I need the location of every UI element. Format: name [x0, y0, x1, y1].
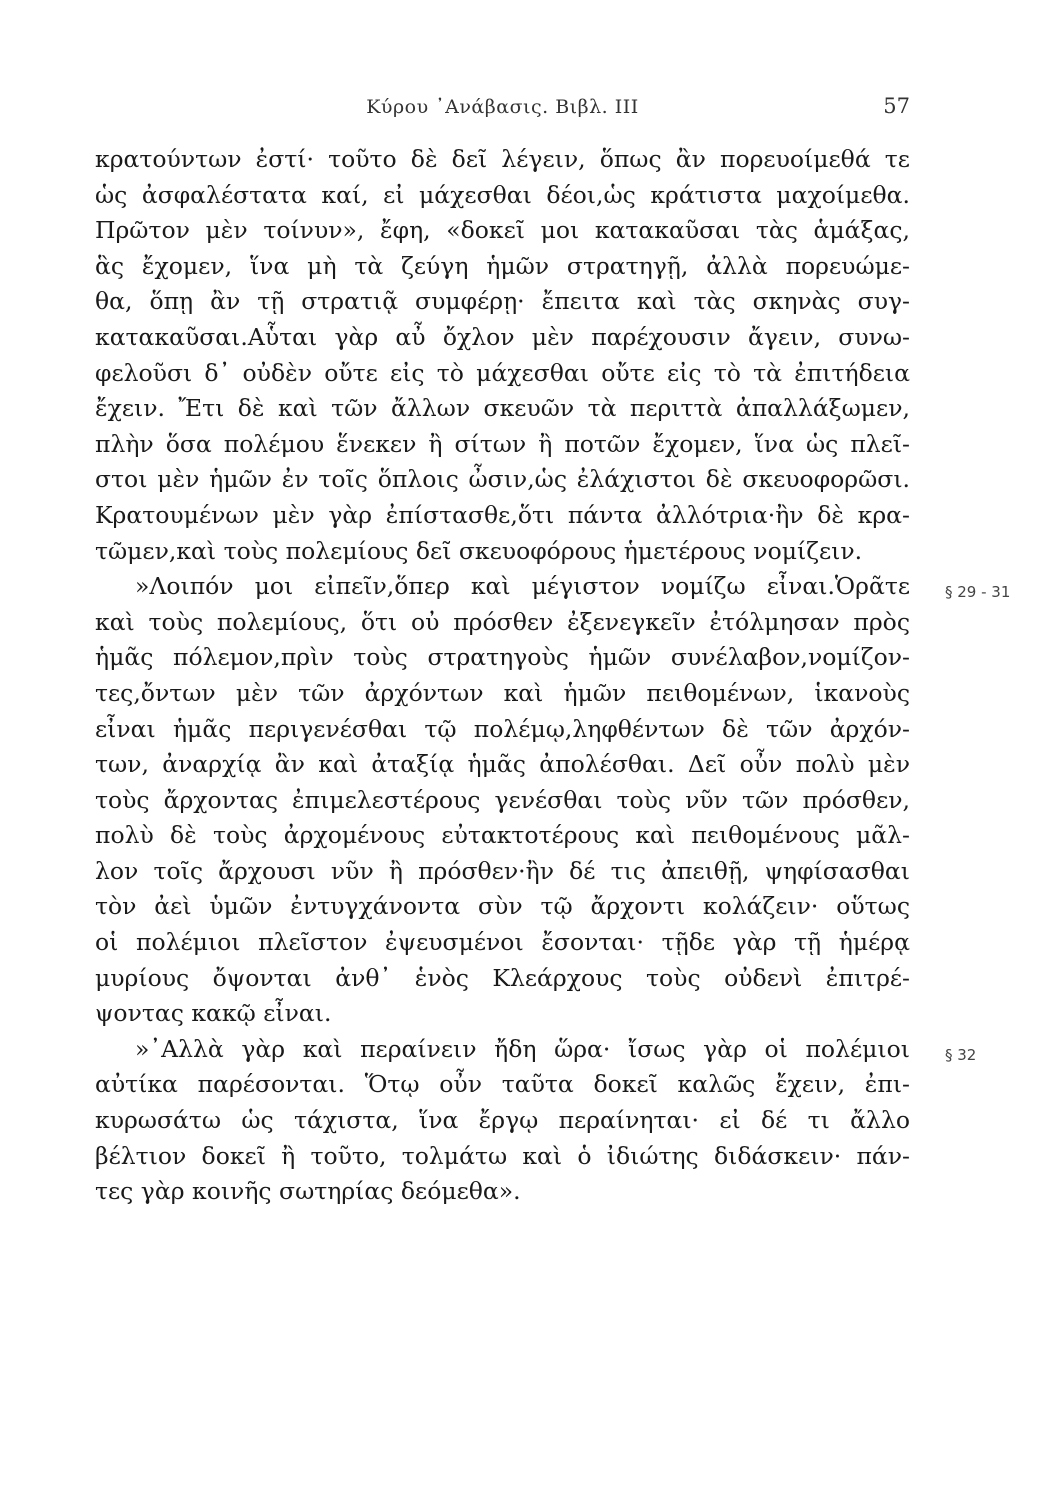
text-line [95, 889, 910, 925]
text-line-content: στοι μὲν ἡμῶν ἐν τοῖς ὅπλοις ὦσιν,ὡς ἐλάχιστοι δὲ σκευοφορῶσι. [95, 465, 910, 494]
text-line-content: κρατούντων ἐστί· τοῦτο δὲ δεῖ λέγειν, ὅπως ἂν πορευοίμεθά τε [95, 145, 910, 173]
text-line [95, 996, 910, 1032]
text-line-content: αὐτίκα παρέσονται. Ὅτῳ οὖν ταῦτα δοκεῖ καλῶς ἔχειν, ἐπι- [95, 1070, 910, 1099]
text-line-content: ἃς ἔχομεν, ἵνα μὴ τὰ ζεύγη ἡμῶν στρατηγῇ, ἀλλὰ πορευώμε- [95, 251, 910, 280]
section-margin-note: § 32 [945, 1045, 977, 1064]
text-line [95, 1139, 910, 1175]
text-line-content: θα, ὅπῃ ἂν τῇ στρατιᾷ συμφέρῃ· ἔπειτα καὶ τὰς σκηνὰς συγ- [95, 287, 910, 316]
text-line-content: τοὺς ἄρχοντας ἐπιμελεστέρους γενέσθαι τοὺς νῦν τῶν πρόσθεν, [95, 785, 910, 814]
text-line-content: »᾿Αλλὰ γὰρ καὶ περαίνειν ἤδη ὥρα· ἴσως γὰρ οἱ πολέμιοι [135, 1034, 910, 1063]
text-line-content: οἱ πολέμιοι πλεῖστον ἐψευσμένοι ἔσονται· τῇδε γὰρ τῇ ἡμέρᾳ [95, 928, 910, 957]
text-line [95, 783, 910, 819]
text-line-content: »Λοιπόν μοι εἰπεῖν,ὅπερ καὶ μέγιστον νομίζω εἶναι.Ὁρᾶτε [135, 572, 910, 601]
text-line-content: ἔχειν. Ἔτι δὲ καὶ τῶν ἄλλων σκευῶν τὰ περιττὰ ἀπαλλάξωμεν, [95, 394, 910, 423]
text-line [95, 747, 910, 783]
text-line-content: λον τοῖς ἄρχουσι νῦν ἢ πρόσθεν·ἢν δέ τις ἀπειθῇ, ψηφίσασθαι [95, 856, 910, 885]
text-line [95, 498, 910, 534]
text-line [95, 640, 910, 676]
text-line [95, 1174, 910, 1210]
text-line [95, 320, 910, 356]
text-line [95, 178, 910, 214]
text-line-content: κυρωσάτω ὡς τάχιστα, ἵνα ἔργῳ περαίνηται· εἰ δέ τι ἄλλο [95, 1106, 910, 1135]
text-line-content: των, ἀναρχίᾳ ἂν καὶ ἀταξίᾳ ἡμᾶς ἀπολέσθαι. Δεῖ οὖν πολὺ μὲν [95, 750, 910, 779]
text-line [95, 356, 910, 392]
text-line-content: τῶμεν,καὶ τοὺς πολεμίους δεῖ σκευοφόρους ἡμετέρους νομίζειν. [95, 536, 863, 565]
text-line [95, 925, 910, 961]
text-line [95, 534, 910, 570]
text-line [95, 142, 910, 178]
text-line [95, 1067, 910, 1103]
text-line-content: βέλτιον δοκεῖ ἢ τοῦτο, τολμάτω καὶ ὁ ἰδιώτης διδάσκειν· πάν- [95, 1141, 910, 1170]
text-line-content: τες,ὄντων μὲν τῶν ἀρχόντων καὶ ἡμῶν πειθομένων, ἱκανοὺς [95, 678, 910, 707]
text-line [95, 1032, 977, 1068]
text-line-content: τὸν ἀεὶ ὑμῶν ἐντυγχάνοντα σὺν τῷ ἄρχοντι κολάζειν· οὕτως [95, 892, 910, 921]
text-line [95, 462, 910, 498]
text-line [95, 961, 910, 997]
text-line-content: ἡμᾶς πόλεμον,πρὶν τοὺς στρατηγοὺς ἡμῶν συνέλαβον,νομίζον- [95, 643, 910, 672]
text-line-content: φελοῦσι δ᾿ οὐδὲν οὔτε εἰς τὸ μάχεσθαι οὔτε εἰς τὸ τὰ ἐπιτήδεια [95, 358, 910, 387]
text-line [95, 818, 910, 854]
text-line-content: ὡς ἀσφαλέστατα καί, εἰ μάχεσθαι δέοι,ὡς κράτιστα μαχοίμεθα. [95, 180, 910, 209]
text-line-content: κατακαῦσαι.Αὗται γὰρ αὖ ὄχλον μὲν παρέχουσιν ἄγειν, συνω- [95, 322, 910, 351]
text-line-content: Πρῶτον μὲν τοίνυν», ἔφη, «δοκεῖ μοι κατακαῦσαι τὰς ἁμάξας, [95, 216, 910, 245]
text-line [95, 1103, 910, 1139]
text-line [95, 854, 910, 890]
text-line [95, 569, 1011, 605]
text-line-content: καὶ τοὺς πολεμίους, ὅτι οὐ πρόσθεν ἐξενεγκεῖν ἐτόλμησαν πρὸς [95, 607, 910, 636]
page-number: 57 [883, 94, 910, 118]
text-line [95, 284, 910, 320]
text-line-content: ψοντας κακῷ εἶναι. [95, 999, 332, 1028]
text-line [95, 676, 910, 712]
running-head [95, 92, 910, 124]
text-line-content: μυρίους ὄψονται ἀνθ᾿ ἑνὸς Κλεάρχους τοὺς οὐδενὶ ἐπιτρέ- [95, 963, 910, 992]
running-title: Κύρου ᾿Ανάβασις. Βιβλ. III [366, 96, 639, 118]
text-line [95, 213, 910, 249]
text-line-content: πολὺ δὲ τοὺς ἀρχομένους εὐτακτοτέρους καὶ πειθομένους μᾶλ- [95, 821, 910, 850]
text-line-content: εἶναι ἡμᾶς περιγενέσθαι τῷ πολέμῳ,ληφθέντων δὲ τῶν ἀρχόν- [95, 714, 910, 743]
text-line [95, 249, 910, 285]
text-line [95, 712, 910, 748]
text-line [95, 391, 910, 427]
text-line-content: τες γὰρ κοινῆς σωτηρίας δεόμεθα». [95, 1177, 521, 1206]
text-line-content: πλὴν ὅσα πολέμου ἕνεκεν ἢ σίτων ἢ ποτῶν ἔχομεν, ἵνα ὡς πλεῖ- [95, 429, 910, 458]
text-line-content: Κρατουμένων μὲν γὰρ ἐπίστασθε,ὅτι πάντα ἀλλότρια·ἢν δὲ κρα- [95, 500, 910, 529]
text-line [95, 605, 910, 641]
section-margin-note: § 29 - 31 [945, 583, 1011, 602]
body-text [95, 142, 1011, 1210]
text-line [95, 427, 910, 463]
